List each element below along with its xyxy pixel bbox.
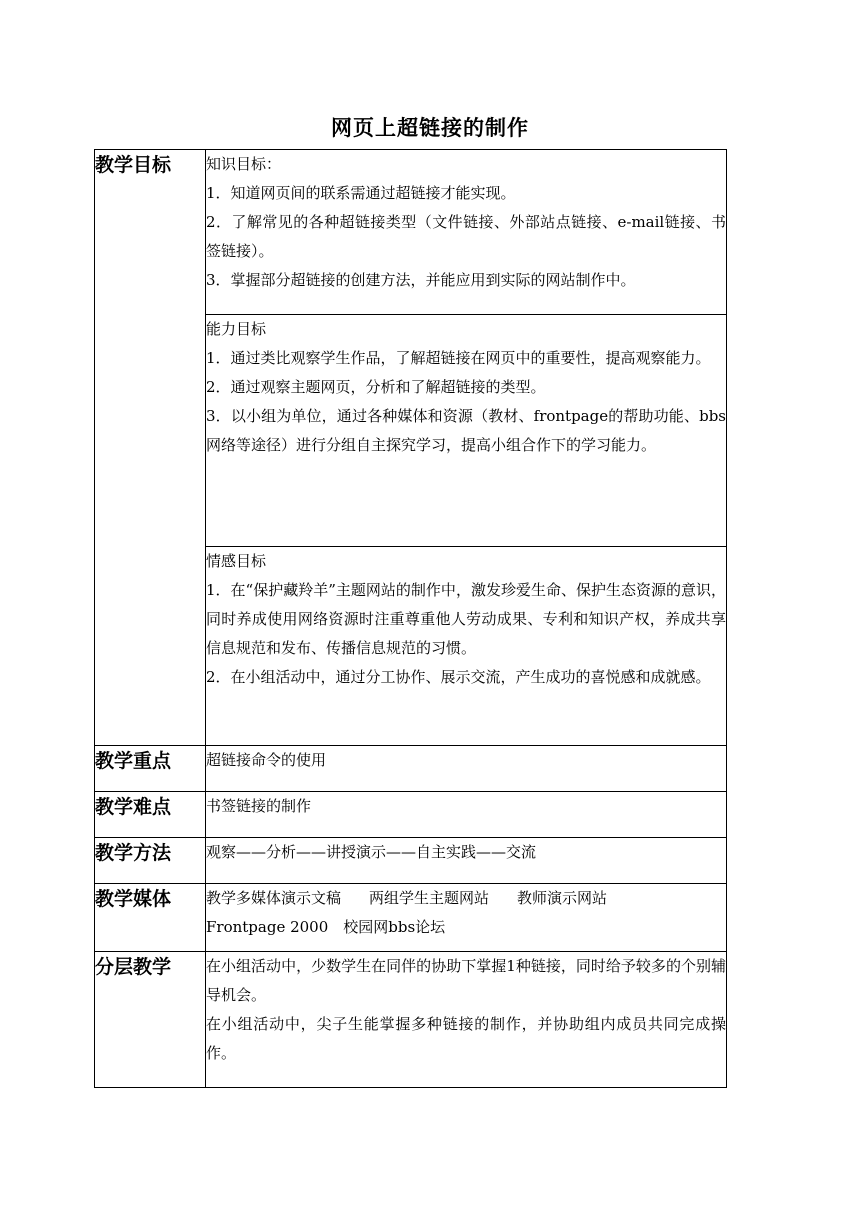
- table-row: [95, 746, 727, 792]
- media-item: 教学多媒体演示文稿: [206, 889, 342, 907]
- table-row: [95, 150, 727, 315]
- list-item: 3．以小组为单位，通过各种媒体和资源（教材、frontpage的帮助功能、bbs网络等途径）进行分组自主探究学习，提高小组合作下的学习能力。: [206, 407, 726, 454]
- ability-heading: 能力目标: [206, 320, 267, 338]
- row-label-tiered: 分层教学: [95, 952, 206, 1088]
- media-line-1: [206, 884, 726, 913]
- list-item: 在小组活动中，少数学生在同伴的协助下掌握1种链接，同时给予较多的个别辅导机会。: [206, 957, 726, 1004]
- emotion-objectives-cell: [206, 547, 727, 746]
- methods-cell: [206, 838, 727, 884]
- table-row: [95, 884, 727, 952]
- knowledge-objectives-cell: [206, 150, 727, 315]
- row-label-media: 教学媒体: [95, 884, 206, 952]
- key-points-text: 超链接命令的使用: [206, 751, 327, 769]
- table-row: [95, 952, 727, 1088]
- list-item: 3．掌握部分超链接的创建方法，并能应用到实际的网站制作中。: [206, 271, 636, 289]
- emotion-heading: 情感目标: [206, 552, 267, 570]
- knowledge-heading: 知识目标：: [206, 155, 282, 173]
- ability-objectives-cell: [206, 315, 727, 547]
- key-points-cell: [206, 746, 727, 792]
- tiered-cell: [206, 952, 727, 1088]
- page-title: 网页上超链接的制作: [331, 116, 529, 140]
- table-row: [95, 792, 727, 838]
- difficulties-cell: [206, 792, 727, 838]
- row-label-methods: 教学方法: [95, 838, 206, 884]
- list-item: 1．通过类比观察学生作品，了解超链接在网页中的重要性，提高观察能力。: [206, 349, 711, 367]
- media-item: 教师演示网站: [517, 889, 608, 907]
- row-label-difficulties: 教学难点: [95, 792, 206, 838]
- row-label-objectives: 教学目标: [95, 150, 206, 746]
- media-line-2: Frontpage 2000 校园网bbs论坛: [206, 918, 446, 936]
- list-item: 在小组活动中，尖子生能掌握多种链接的制作，并协助组内成员共同完成操作。: [206, 1015, 726, 1062]
- table-row: [95, 838, 727, 884]
- row-label-key-points: 教学重点: [95, 746, 206, 792]
- list-item: 2．了解常见的各种超链接类型（文件链接、外部站点链接、e-mail链接、书签链接）。: [206, 213, 726, 260]
- difficulties-text: 书签链接的制作: [206, 797, 312, 815]
- list-item: 1．在“保护藏羚羊”主题网站的制作中，激发珍爱生命、保护生态资源的意识，同时养成使用网络资源时注重尊重他人劳动成果、专利和知识产权，养成共享信息规范和发布、传播信息规范的习惯。: [206, 581, 726, 657]
- lesson-plan-table: [94, 149, 727, 1088]
- list-item: 2．通过观察主题网页，分析和了解超链接的类型。: [206, 378, 546, 396]
- media-cell: [206, 884, 727, 952]
- media-item: 两组学生主题网站: [369, 889, 490, 907]
- list-item: 1．知道网页间的联系需通过超链接才能实现。: [206, 184, 516, 202]
- list-item: 2．在小组活动中，通过分工协作、展示交流，产生成功的喜悦感和成就感。: [206, 668, 711, 686]
- methods-text: 观察——分析——讲授演示——自主实践——交流: [206, 843, 537, 861]
